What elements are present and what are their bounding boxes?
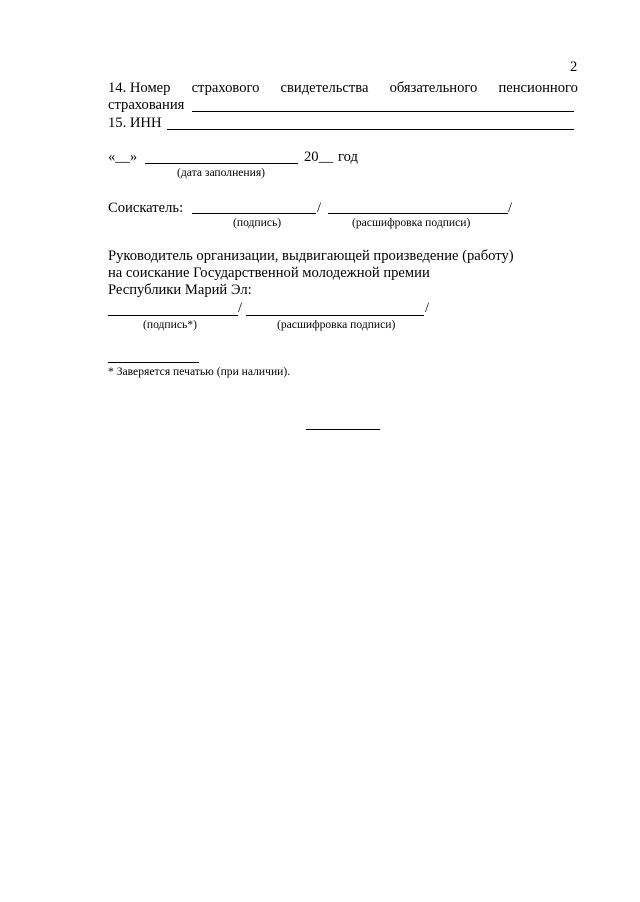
item-14-word: страхового: [191, 80, 260, 96]
head-decoding-caption: (расшифровка подписи): [277, 318, 396, 331]
date-caption: (дата заполнения): [177, 166, 266, 179]
head-decoding-line[interactable]: [246, 315, 424, 316]
footnote-separator: [108, 362, 199, 363]
applicant-decoding-caption: (расшифровка подписи): [352, 216, 471, 229]
item-14-row: [108, 80, 578, 97]
date-year-word: год: [338, 149, 358, 165]
date-month-line[interactable]: [145, 163, 298, 164]
head-text-line: Руководитель организации, выдвигающей произведение (работу): [108, 248, 514, 264]
date-year-prefix: 20__: [304, 149, 334, 165]
applicant-signature-caption: (подпись): [233, 216, 282, 229]
item-14-word: пенсионного: [498, 80, 578, 96]
item-14-word: 14. Номер: [108, 80, 171, 96]
head-text-line: на соискание Государственной молодежной премии: [108, 265, 430, 281]
item-15-fill-line[interactable]: [167, 129, 574, 130]
head-signature-line[interactable]: [108, 315, 238, 316]
head-slash: /: [238, 300, 243, 316]
head-text-line: Республики Марий Эл:: [108, 282, 252, 298]
head-slash: /: [425, 300, 430, 316]
item-15-label: 15. ИНН: [108, 115, 162, 131]
head-signature-caption: (подпись*): [143, 318, 197, 331]
page-number: 2: [570, 59, 578, 75]
date-day-quote: «__»: [108, 149, 138, 165]
footnote-text: * Заверяется печатью (при наличии).: [108, 365, 291, 378]
item-14-word: обязательного: [389, 80, 478, 96]
item-14-fill-line[interactable]: [192, 111, 574, 112]
end-separator: [306, 429, 380, 430]
applicant-label: Соискатель:: [108, 200, 184, 216]
applicant-signature-line[interactable]: [192, 213, 316, 214]
applicant-slash: /: [317, 200, 322, 216]
applicant-slash: /: [508, 200, 513, 216]
item-14-word: свидетельства: [280, 80, 369, 96]
item-14-continuation: страхования: [108, 97, 185, 113]
applicant-decoding-line[interactable]: [328, 213, 508, 214]
